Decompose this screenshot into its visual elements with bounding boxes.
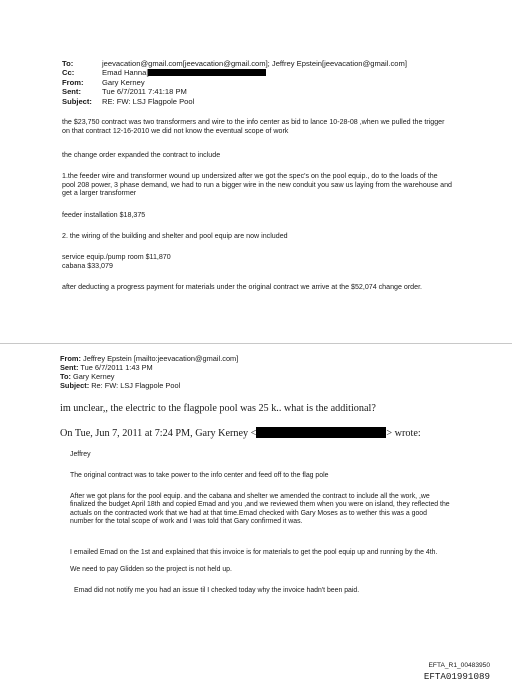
sent-row [62,87,482,96]
quoted-paragraph: The original contract was to take power to the info center and feed off to the flag pole [70,472,329,479]
quote-header [60,427,421,440]
quoted-paragraph: After we got plans for the pool equip. and the cabana and shelter we amended the contract to include all the work, ,we finalized the budget April 18th and copied Emad and you ,and we reviewed them when you were on island, they reflected the actuals on the contracted work that we had at that time.Emad checked with Gary Moses as to wether this was a good number for the total scope of work and I was told that Gary confirmed it was. [70,493,450,526]
quoted-paragraph: I emailed Emad on the 1st and explained that this invoice is for materials to get the pool equip up and running by the 4th. [70,549,438,556]
body-paragraph: service equip./pump room $11,870 [62,253,171,261]
body-paragraph: after deducting a progress payment for materials under the original contract we arrive at the $52,074 change order. [62,283,423,291]
sent-label: Sent: [62,87,81,97]
fw-subject-value: Re: FW: LSJ Flagpole Pool [91,381,181,390]
quote-header-post: > wrote: [386,428,421,439]
bates-number-large: EFTA01991089 [423,671,490,682]
quote-header-pre: On Tue, Jun 7, 2011 at 7:24 PM, Gary Kerney < [60,428,257,439]
body-paragraph: the change order expanded the contract to include [62,151,221,159]
divider [0,343,512,344]
body-paragraph: feeder installation $18,375 [62,211,146,219]
cc-row [62,68,482,77]
reply-text: im unclear,, the electric to the flagpole pool was 25 k.. what is the additional? [60,403,376,414]
fw-subject-row [60,381,238,390]
body-paragraph: 2. the wiring of the building and shelter and pool equip are now included [62,232,288,240]
sent-value: Tue 6/7/2011 7:41:18 PM [102,87,187,97]
email-header [62,59,482,106]
fw-subject-label: Subject: [60,381,90,390]
body-paragraph: cabana $33,079 [62,262,113,270]
from-label: From: [62,77,84,87]
redaction-box [256,427,386,438]
body-paragraph: 1.the feeder wire and transformer wound up undersized after we got the spec's on the pool equip., do to the loads of the pool 208 power, 3 phase demand, we had to run a bigger wire in the new conduit you saw us laying from the warehouse and get a larger transformer [62,172,453,198]
fw-sent-row [60,363,238,372]
subject-value: RE: FW: LSJ Flagpole Pool [102,96,195,106]
fw-to-value: Gary Kerney [73,372,115,381]
fw-from-row [60,354,238,363]
body-paragraph: the $23,750 contract was two transformers and wire to the info center as bid to lance 10-28-08 ,when we pulled the trigger on that contract 12-16-2010 we did not know the eventual scope of work [62,118,445,135]
cc-label: Cc: [62,68,75,78]
fw-to-label: To: [60,372,71,381]
bates-number-small: EFTA_R1_00483950 [428,662,490,669]
fw-sent-value: Tue 6/7/2011 1:43 PM [80,363,153,372]
fw-from-value: Jeffrey Epstein [mailto:jeevacation@gmail.com] [83,354,239,363]
quoted-paragraph: Emad did not notify me you had an issue til I checked today why the invoice hadn't been paid. [74,587,360,594]
forwarded-header [60,354,238,390]
from-value: Gary Kerney [102,77,145,87]
quoted-paragraph: Jeffrey [70,451,91,458]
fw-to-row [60,372,238,381]
redaction-box [148,69,266,76]
fw-sent-label: Sent: [60,363,79,372]
cc-value-wrap [102,68,482,77]
to-label: To: [62,59,74,68]
subject-row [62,97,482,106]
cc-value: Emad Hanna[ [102,68,149,78]
to-value: jeevacation@gmail.com[jeevacation@gmail.com]; Jeffrey Epstein[jeevacation@gmail.com] [102,59,407,68]
fw-from-label: From: [60,354,81,363]
from-row [62,78,482,87]
subject-label: Subject: [62,96,92,106]
to-row [62,59,482,68]
quoted-paragraph: We need to pay Glidden so the project is not held up. [70,566,232,573]
